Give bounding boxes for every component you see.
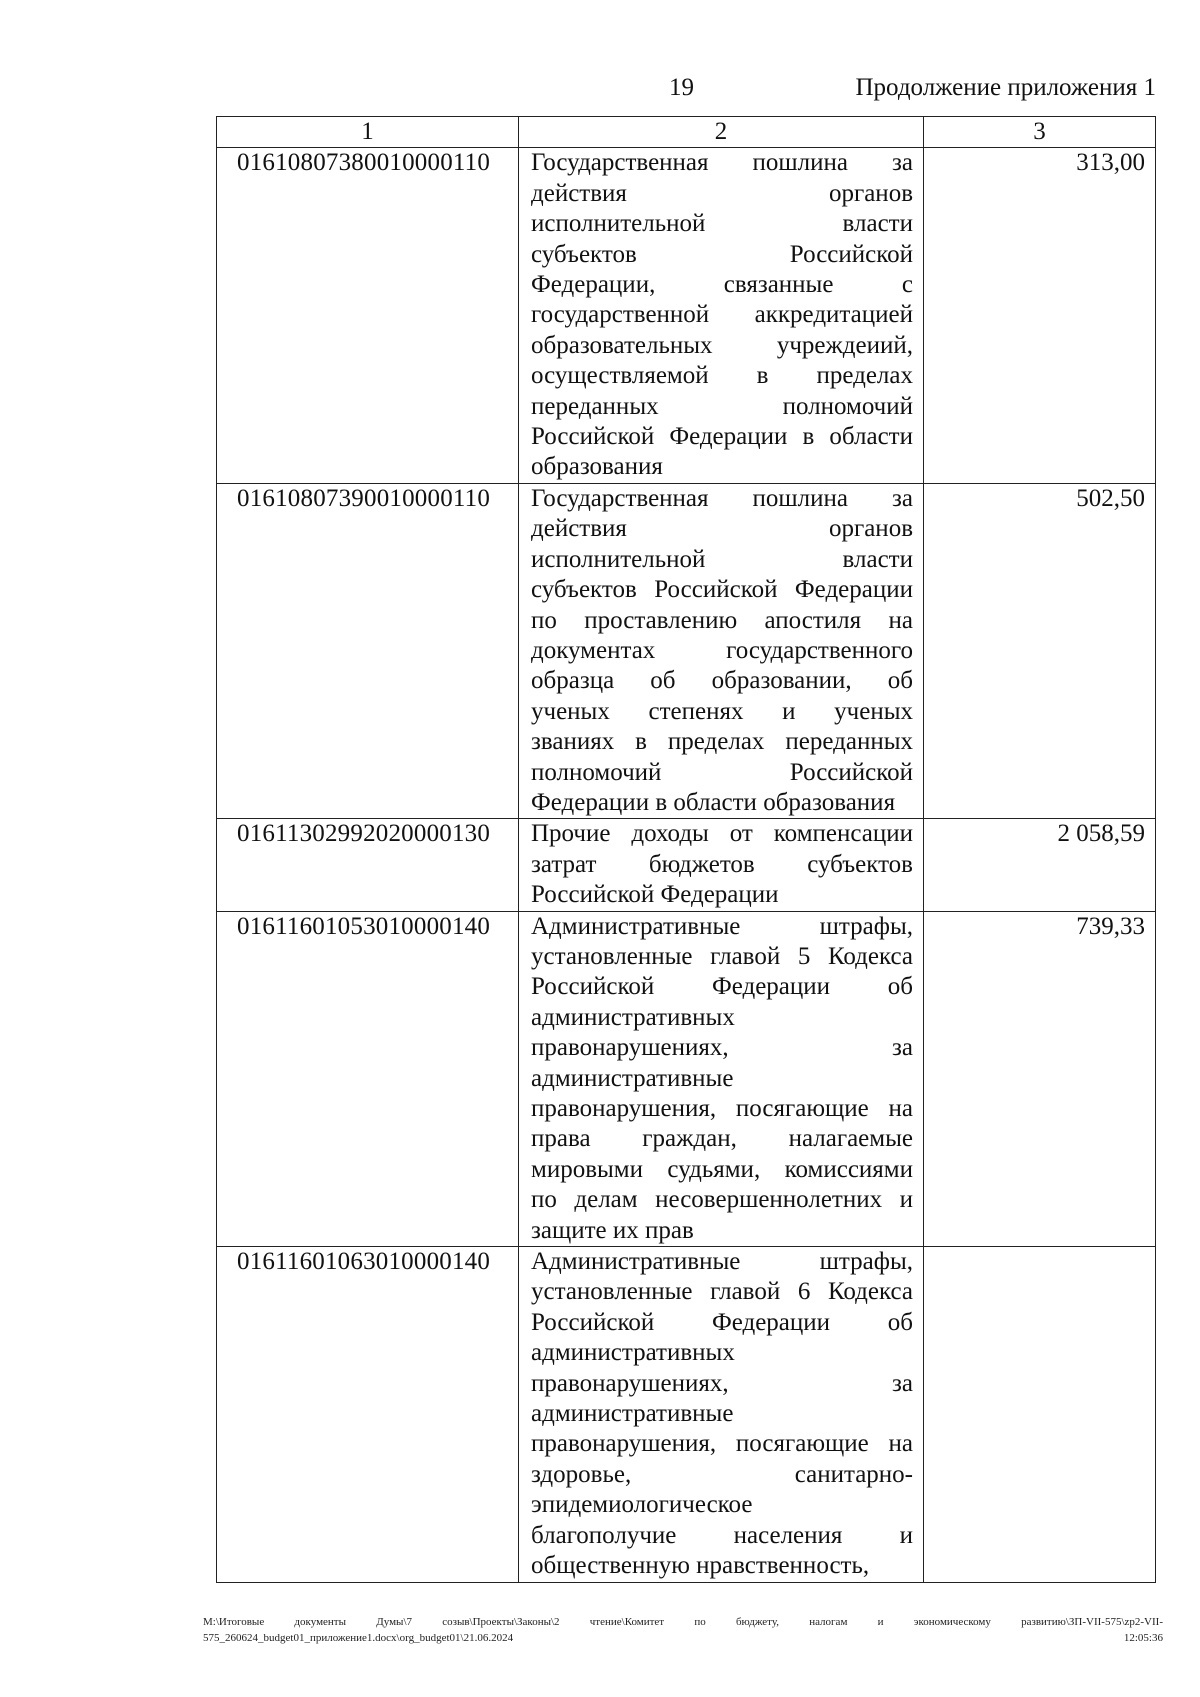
description-line: Российской Федерации об — [531, 1308, 913, 1336]
revenue-description-cell — [519, 911, 924, 1246]
column-header-1: 1 — [217, 117, 519, 148]
file-path-footer — [203, 1614, 1163, 1646]
table-row — [217, 483, 1156, 818]
description-line: административные — [531, 1400, 734, 1428]
description-line: мировыми судьями, комиссиями — [531, 1155, 913, 1183]
description-line: административных — [531, 1003, 735, 1031]
description-line: правонарушения, посягающие на — [531, 1430, 913, 1458]
description-line: Федерации, связанные с — [531, 271, 913, 299]
description-line: действия органов — [531, 179, 913, 207]
description-line: благополучие населения и — [531, 1521, 913, 1549]
description-line: образца об образовании, об — [531, 667, 913, 695]
continuation-label: Продолжение приложения 1 — [855, 74, 1156, 101]
amount-cell — [924, 1247, 1156, 1582]
description-line: правонарушениях, за — [531, 1034, 913, 1062]
description-line: званиях в пределах переданных — [531, 728, 913, 756]
revenue-description-cell — [519, 148, 924, 483]
footer-path-line-2: 575_260624_budget01_приложение1.docx\org_budget01\21.06.2024 12:05:36 — [203, 1632, 1163, 1644]
amount-cell: 502,50 — [924, 483, 1156, 818]
description-line: защите их прав — [531, 1216, 694, 1244]
amount-cell: 313,00 — [924, 148, 1156, 483]
description-line: ученых степенях и ученых — [531, 697, 913, 725]
description-line: затрат бюджетов субъектов — [531, 850, 913, 878]
description-line: Российской Федерации об — [531, 973, 913, 1001]
description-line: здоровье, санитарно- — [531, 1460, 913, 1488]
amount-cell: 2 058,59 — [924, 819, 1156, 911]
description-line: административные — [531, 1064, 734, 1092]
description-line: по делам несовершеннолетних и — [531, 1186, 913, 1214]
description-line: общественную нравственность, — [531, 1552, 870, 1580]
revenue-code-cell: 01611601053010000140 — [217, 911, 519, 1246]
revenue-code-cell: 01610807380010000110 — [217, 148, 519, 483]
page-header — [0, 74, 1200, 110]
description-line: исполнительной власти — [531, 210, 913, 238]
description-line: установленные главой 5 Кодекса — [531, 942, 913, 970]
revenue-description-cell — [519, 819, 924, 911]
description-line: установленные главой 6 Кодекса — [531, 1278, 913, 1306]
table-row — [217, 1247, 1156, 1582]
description-line: Государственная пошлина за — [531, 149, 913, 177]
description-line: Административные штрафы, — [531, 912, 913, 940]
revenue-code-cell: 01610807390010000110 — [217, 483, 519, 818]
description-line: субъектов Российской Федерации — [531, 576, 913, 604]
description-line: образовательных учреждеиий, — [531, 331, 913, 359]
description-line: эпидемиологическое — [531, 1491, 753, 1519]
revenue-description-cell — [519, 483, 924, 818]
description-line: осуществляемой в пределах — [531, 362, 913, 390]
table-body — [217, 117, 1156, 1583]
description-line: Государственная пошлина за — [531, 484, 913, 512]
description-line: Российской Федерации в области — [531, 423, 913, 451]
description-line: документах государственного — [531, 636, 913, 664]
page-number: 19 — [669, 74, 694, 101]
description-line: полномочий Российской — [531, 758, 913, 786]
table-row — [217, 148, 1156, 483]
amount-cell: 739,33 — [924, 911, 1156, 1246]
description-line: образования — [531, 453, 663, 481]
table-row — [217, 819, 1156, 911]
description-line: Административные штрафы, — [531, 1248, 913, 1276]
description-line: права граждан, налагаемые — [531, 1125, 913, 1153]
description-line: Прочие доходы от компенсации — [531, 820, 913, 848]
description-line: административных — [531, 1339, 735, 1367]
revenue-table — [216, 116, 1156, 1583]
column-number-row — [217, 117, 1156, 148]
description-line: государственной аккредитацией — [531, 301, 913, 329]
description-line: субъектов Российской — [531, 240, 913, 268]
description-line: по проставлению апостиля на — [531, 606, 913, 634]
revenue-code-cell: 01611302992020000130 — [217, 819, 519, 911]
description-line: Российской Федерации — [531, 881, 779, 909]
table-row — [217, 911, 1156, 1246]
footer-path-line-1: М:\Итоговые документы Думы\7 созыв\Проекты\Законы\2 чтение\Комитет по бюджету, налогам и экономическому развитию\ЗП-VII-575\zp2-VII- — [203, 1616, 1163, 1628]
description-line: исполнительной власти — [531, 545, 913, 573]
description-line: Федерации в области образования — [531, 788, 896, 816]
column-header-2: 2 — [519, 117, 924, 148]
description-line: переданных полномочий — [531, 392, 913, 420]
description-line: правонарушениях, за — [531, 1369, 913, 1397]
description-line: действия органов — [531, 515, 913, 543]
column-header-3: 3 — [924, 117, 1156, 148]
revenue-description-cell — [519, 1247, 924, 1582]
description-line: правонарушения, посягающие на — [531, 1095, 913, 1122]
revenue-code-cell: 01611601063010000140 — [217, 1247, 519, 1582]
